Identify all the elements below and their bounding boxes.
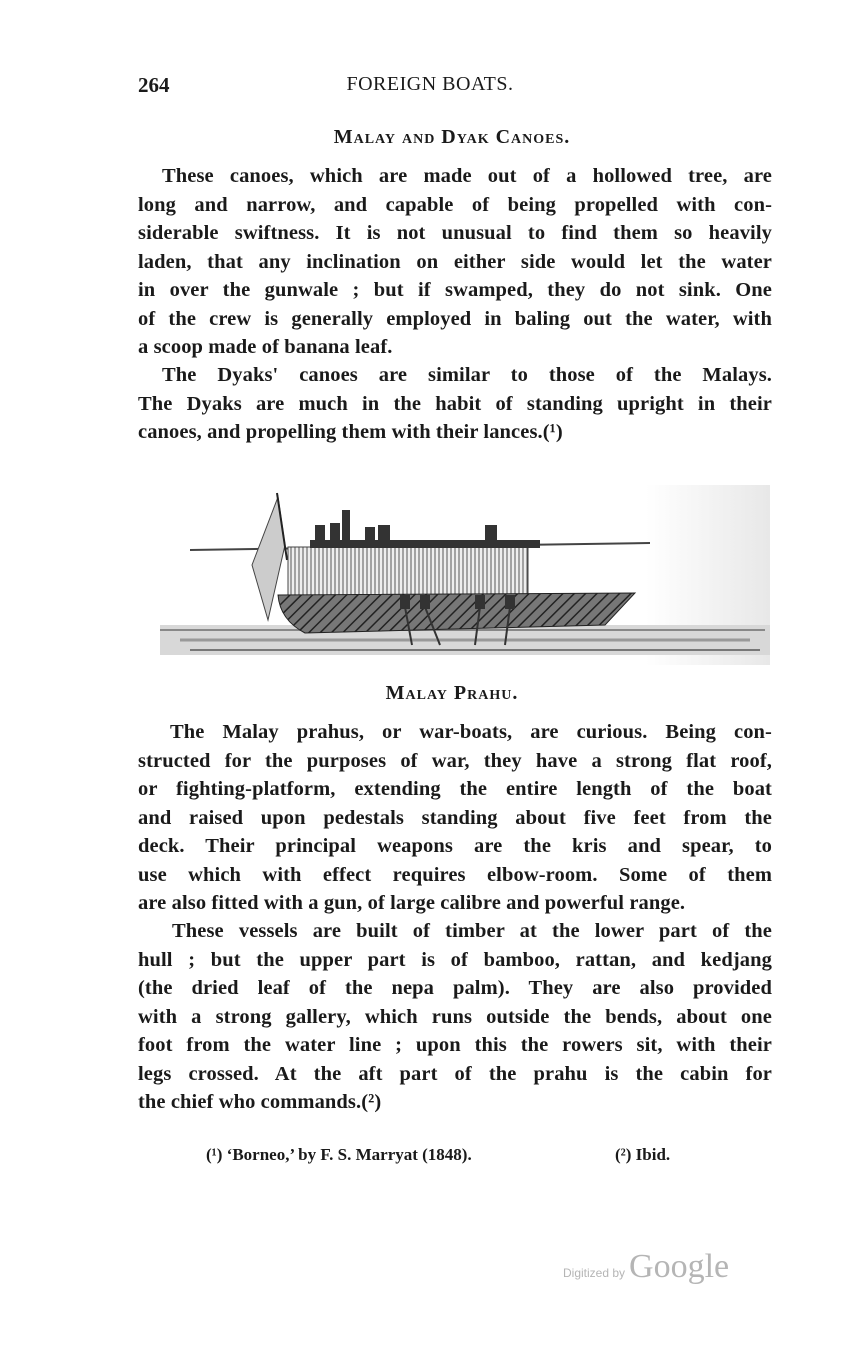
malay-prahu-illustration	[150, 485, 770, 665]
text-line: or fighting-platform, extending the entire length of the boat	[138, 778, 772, 800]
footnote-1: (¹) ‘Borneo,’ by F. S. Marryat (1848).	[206, 1145, 472, 1164]
text-line: hull ; but the upper part is of bamboo, rattan, and kedjang	[138, 948, 772, 971]
text-line: The Dyaks' canoes are similar to those of the Malays.	[162, 364, 772, 386]
text-line: canoes, and propelling them with their lances.(¹)	[138, 421, 563, 443]
text-line: the chief who commands.(²)	[138, 1091, 382, 1113]
water	[160, 625, 770, 655]
text-line: are also fitted with a gun, of large calibre and powerful range.	[138, 892, 686, 914]
footnote-2: (²) Ibid.	[615, 1145, 671, 1164]
text-line: long and narrow, and capable of being propelled with con-	[138, 193, 772, 216]
text-line: The Malay prahus, or war-boats, are curious. Being con-	[170, 721, 772, 743]
running-head: FOREIGN BOATS.	[346, 73, 514, 95]
text-line: foot from the water line ; upon this the rowers sit, with their	[138, 1034, 772, 1056]
text-line: with a strong gallery, which runs outside the bends, about one	[138, 1005, 772, 1028]
text-line: (the dried leaf of the nepa palm). They are also provided	[138, 977, 772, 999]
text-line: a scoop made of banana leaf.	[138, 336, 393, 358]
text-line: of the crew is generally employed in baling out the water, with	[138, 307, 772, 330]
text-line: structed for the purposes of war, they have a strong flat roof,	[138, 749, 772, 772]
text-line: use which with effect requires elbow-room. Some of them	[138, 863, 772, 886]
text-line: These vessels are built of timber at the lower part of the	[172, 920, 772, 942]
text-line: These canoes, which are made out of a hollowed tree, are	[162, 165, 772, 187]
text-line: deck. Their principal weapons are the kris and spear, to	[138, 835, 772, 857]
text-line: The Dyaks are much in the habit of standing upright in their	[138, 392, 772, 415]
text-line: in over the gunwale ; but if swamped, they do not sink. One	[138, 279, 772, 301]
text-line: and raised upon pedestals standing about five feet from the	[138, 806, 772, 829]
text-line: siderable swiftness. It is not unusual to find them so heavily	[138, 222, 772, 244]
text-line: laden, that any inclination on either side would let the water	[138, 250, 772, 273]
watermark-prefix: Digitized by	[563, 1266, 626, 1280]
watermark-brand: Google	[629, 1248, 730, 1285]
page-number: 264	[138, 73, 170, 97]
figure-caption: Malay Prahu.	[385, 682, 519, 704]
section-title: Malay and Dyak Canoes.	[333, 126, 571, 148]
text-line: legs crossed. At the aft part of the prahu is the cabin for	[138, 1062, 772, 1085]
google-watermark	[563, 1248, 729, 1286]
